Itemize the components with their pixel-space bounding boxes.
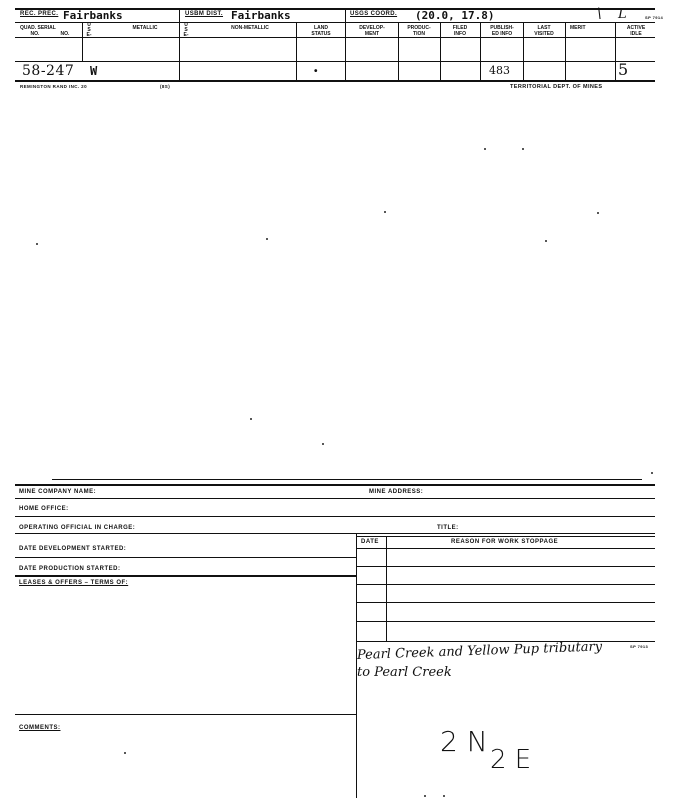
bottom-border	[15, 80, 655, 82]
active-idle-header: ACTIVE IDLE	[626, 25, 646, 37]
rec-prec-value: Fairbanks	[63, 9, 123, 22]
fold-line	[52, 479, 642, 480]
comments-label: COMMENTS:	[19, 725, 61, 731]
scan-speck	[124, 752, 126, 754]
form-line	[356, 621, 655, 622]
development-header: DEVELOP- MENT	[359, 25, 385, 37]
operating-official-label: OPERATING OFFICIAL IN CHARGE:	[19, 525, 136, 531]
township-mark: 2 N	[440, 725, 488, 758]
form-line	[15, 575, 356, 577]
scan-speck	[250, 418, 252, 420]
form-line	[356, 566, 655, 567]
handwritten-note-line-1: Pearl Creek and Yellow Pup tributary	[356, 639, 603, 663]
non-metallic-header: NON-METALLIC	[231, 25, 269, 31]
quad-serial-value: 58-247	[22, 63, 75, 79]
metallic-header: METALLIC	[132, 25, 158, 31]
handwritten-note-line-2: to Pearl Creek	[357, 665, 452, 680]
date-column-header: DATE	[361, 539, 379, 545]
last-visited-header: LAST VISITED	[534, 25, 554, 37]
usgs-coord-value: (20.0, 17.8)	[415, 9, 495, 22]
quad-no-header: NO.	[30, 31, 40, 37]
range-mark: 2 E	[490, 745, 532, 775]
scan-speck	[545, 240, 547, 242]
form-line	[15, 714, 356, 715]
production-header: PRODUC- TION	[407, 25, 431, 37]
date-production-started-label: DATE PRODUCTION STARTED:	[19, 566, 121, 572]
published-info-header: PUBLISH- ED INFO	[490, 25, 514, 37]
filed-info-header: FILED INFO	[452, 25, 468, 37]
scan-speck	[384, 211, 386, 213]
printer-mark: REMINGTON RAND INC. 20	[20, 84, 87, 89]
scan-speck	[484, 148, 486, 150]
row-divider	[15, 61, 655, 62]
merit-mark: 5	[618, 60, 629, 79]
corner-mark-slash: \	[597, 6, 602, 22]
scan-speck	[651, 472, 653, 474]
date-column-divider	[386, 536, 387, 642]
date-development-started-label: DATE DEVELOPMENT STARTED:	[19, 546, 127, 552]
mine-address-label: MINE ADDRESS:	[369, 489, 424, 495]
scan-speck	[597, 212, 599, 214]
use-1-header: U S E-	[86, 22, 92, 38]
reason-column-header: REASON FOR WORK STOPPAGE	[451, 539, 559, 545]
usbm-dist-label: USBM DIST.	[185, 11, 224, 17]
form-line	[356, 602, 655, 603]
usbm-dist-value: Fairbanks	[231, 9, 291, 22]
scan-speck	[522, 148, 524, 150]
usgs-coord-label: USGS COORD.	[350, 11, 398, 17]
row-divider	[15, 37, 655, 38]
form-top-border	[15, 484, 655, 486]
scan-speck	[36, 243, 38, 245]
divider	[179, 8, 180, 80]
scan-speck	[443, 795, 445, 797]
corner-mark-l: L	[618, 7, 627, 22]
title-label: TITLE:	[437, 525, 459, 531]
form-line	[356, 536, 655, 537]
leases-offers-label: LEASES & OFFERS – TERMS OF:	[19, 580, 129, 586]
form-number-top: SP 7914	[645, 15, 664, 20]
form-line	[15, 533, 655, 534]
quad-serial-header: QUAD. SERIAL	[20, 25, 56, 31]
land-status-value: •	[314, 66, 318, 77]
divider	[615, 22, 616, 80]
scan-speck	[322, 443, 324, 445]
use-2-header: U S E-	[183, 22, 189, 38]
form-line	[356, 584, 655, 585]
agency-name: TERRITORIAL DEPT. OF MINES	[510, 84, 603, 90]
form-line	[15, 498, 655, 499]
land-status-header: LAND STATUS	[311, 25, 331, 37]
published-info-value: 483	[489, 64, 510, 77]
form-line	[15, 557, 356, 558]
form-number-bottom: SP 7913	[630, 644, 649, 649]
scan-speck	[266, 238, 268, 240]
form-line	[15, 516, 655, 517]
serial-no-header: NO.	[60, 31, 70, 37]
rec-prec-label: REC. PREC.	[20, 11, 59, 17]
printer-code: (8S)	[160, 84, 171, 89]
divider	[82, 22, 83, 61]
metallic-code-value: W	[90, 64, 98, 78]
scan-speck	[424, 795, 426, 797]
divider	[345, 8, 346, 80]
form-line	[356, 548, 655, 549]
home-office-label: HOME OFFICE:	[19, 506, 69, 512]
divider	[565, 22, 566, 80]
row-divider	[15, 22, 655, 23]
merit-header: MERIT	[570, 25, 586, 31]
mine-company-name-label: MINE COMPANY NAME:	[19, 489, 97, 495]
